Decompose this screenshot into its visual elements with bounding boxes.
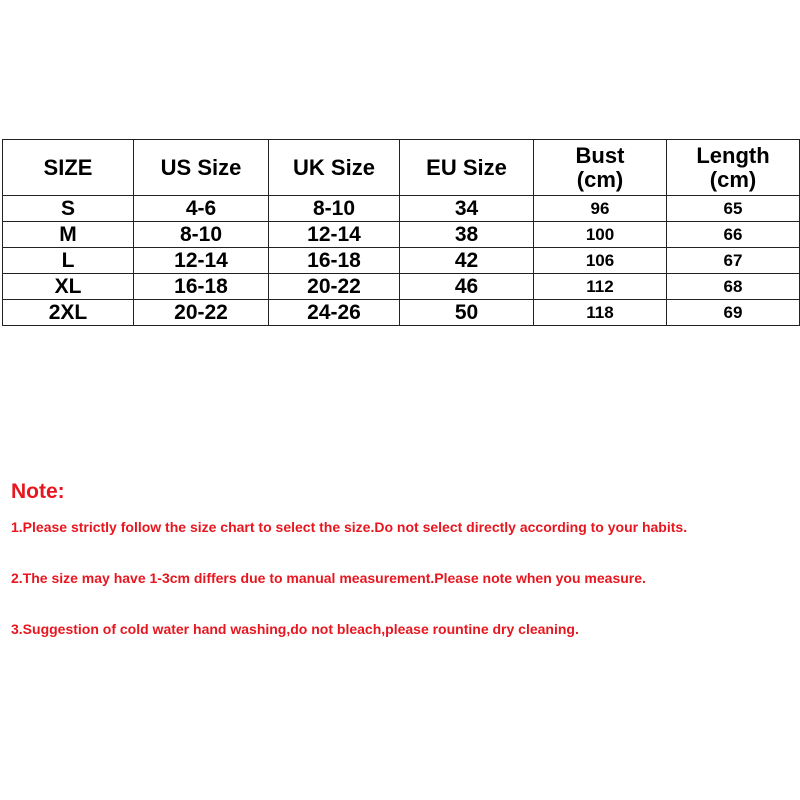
- cell-uk-size: 8-10: [269, 196, 400, 222]
- table-row: [3, 222, 800, 248]
- cell-eu-size: 38: [400, 222, 534, 248]
- cell-bust: 96: [534, 196, 667, 222]
- cell-uk-size: 20-22: [269, 274, 400, 300]
- cell-size: 2XL: [3, 300, 134, 326]
- size-chart-table: [2, 139, 800, 326]
- table-row: [3, 196, 800, 222]
- cell-us-size: 12-14: [134, 248, 269, 274]
- cell-length: 69: [667, 300, 800, 326]
- cell-size: M: [3, 222, 134, 248]
- note-line-2: 2.The size may have 1-3cm differs due to manual measurement.Please note when you measure.: [11, 570, 646, 586]
- header-eu-size: EU Size: [400, 140, 534, 196]
- cell-length: 65: [667, 196, 800, 222]
- note-title: Note:: [11, 480, 65, 503]
- cell-eu-size: 50: [400, 300, 534, 326]
- cell-eu-size: 34: [400, 196, 534, 222]
- cell-uk-size: 24-26: [269, 300, 400, 326]
- cell-eu-size: 42: [400, 248, 534, 274]
- header-uk-size: UK Size: [269, 140, 400, 196]
- table-row: [3, 274, 800, 300]
- header-length: Length (cm): [667, 140, 800, 196]
- cell-bust: 100: [534, 222, 667, 248]
- header-bust: Bust (cm): [534, 140, 667, 196]
- cell-length: 66: [667, 222, 800, 248]
- cell-us-size: 8-10: [134, 222, 269, 248]
- header-us-size: US Size: [134, 140, 269, 196]
- cell-size: S: [3, 196, 134, 222]
- cell-uk-size: 16-18: [269, 248, 400, 274]
- table-row: [3, 300, 800, 326]
- cell-uk-size: 12-14: [269, 222, 400, 248]
- cell-length: 67: [667, 248, 800, 274]
- cell-size: L: [3, 248, 134, 274]
- table-header-row: [3, 140, 800, 196]
- note-line-1: 1.Please strictly follow the size chart to select the size.Do not select directly according to your habits.: [11, 519, 688, 535]
- header-size: SIZE: [3, 140, 134, 196]
- table-row: [3, 248, 800, 274]
- cell-us-size: 20-22: [134, 300, 269, 326]
- cell-us-size: 16-18: [134, 274, 269, 300]
- cell-size: XL: [3, 274, 134, 300]
- cell-length: 68: [667, 274, 800, 300]
- cell-bust: 118: [534, 300, 667, 326]
- note-line-3: 3.Suggestion of cold water hand washing,do not bleach,please rountine dry cleaning.: [11, 621, 579, 637]
- cell-bust: 106: [534, 248, 667, 274]
- cell-bust: 112: [534, 274, 667, 300]
- cell-us-size: 4-6: [134, 196, 269, 222]
- cell-eu-size: 46: [400, 274, 534, 300]
